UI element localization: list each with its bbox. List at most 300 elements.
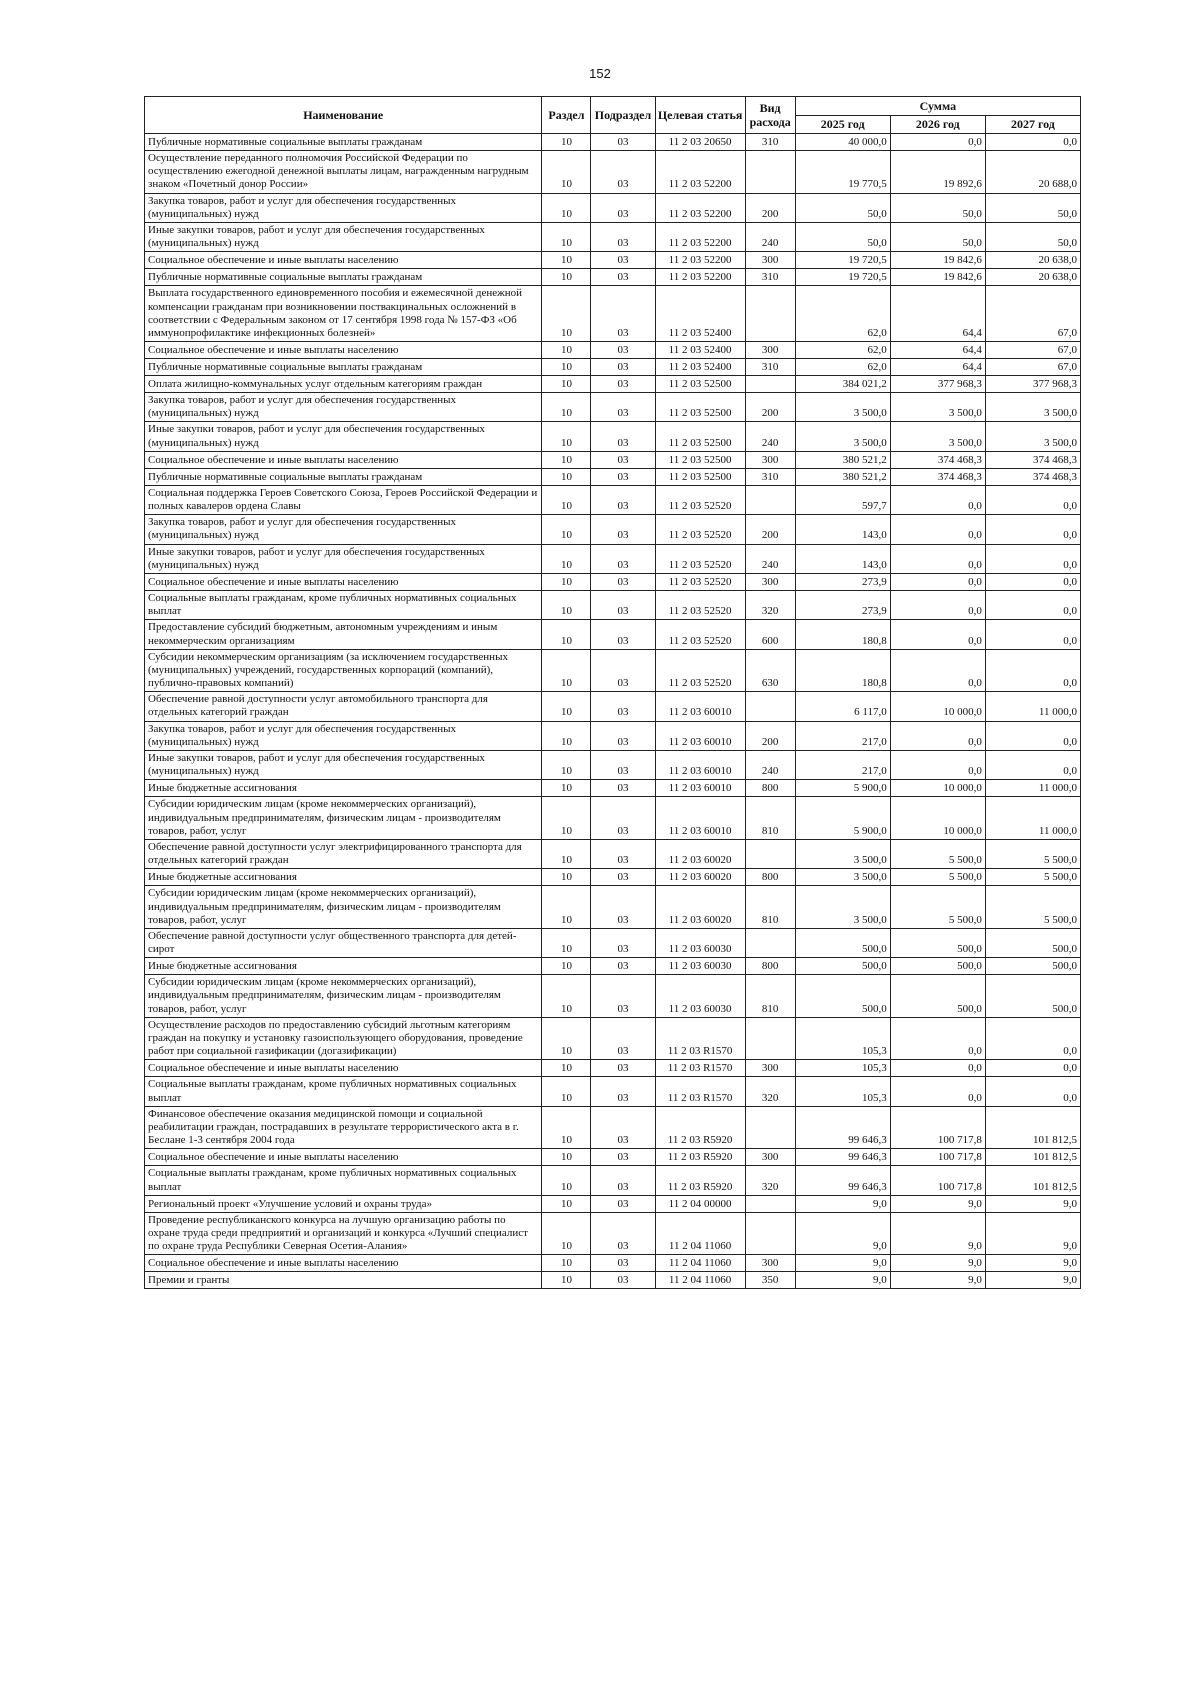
cell-subsection: 03 [591, 515, 655, 544]
cell-name: Осуществление переданного полномочия Российской Федерации по осуществлению ежегодной денежной выплаты лицам, награжденным нагрудным знаком «Почетный донор России» [145, 151, 542, 194]
cell-kind [745, 485, 795, 514]
cell-subsection: 03 [591, 1106, 655, 1149]
cell-sum-2025: 50,0 [795, 222, 890, 251]
cell-target: 11 2 03 52400 [655, 359, 745, 376]
cell-name: Иные закупки товаров, работ и услуг для обеспечения государственных (муниципальных) нужд [145, 751, 542, 780]
table-row [145, 975, 1081, 1018]
cell-sum-2027: 67,0 [985, 342, 1080, 359]
cell-kind: 300 [745, 1060, 795, 1077]
cell-sum-2027: 20 688,0 [985, 151, 1080, 194]
cell-subsection: 03 [591, 751, 655, 780]
table-body [145, 134, 1081, 1289]
cell-sum-2027: 0,0 [985, 1060, 1080, 1077]
table-row [145, 839, 1081, 868]
cell-sum-2027: 9,0 [985, 1212, 1080, 1255]
header-year-2027: 2027 год [985, 116, 1080, 134]
cell-subsection: 03 [591, 269, 655, 286]
table-row [145, 451, 1081, 468]
cell-kind: 310 [745, 269, 795, 286]
cell-sum-2025: 143,0 [795, 544, 890, 573]
cell-sum-2027: 0,0 [985, 485, 1080, 514]
table-row [145, 1060, 1081, 1077]
cell-subsection: 03 [591, 649, 655, 692]
cell-name: Публичные нормативные социальные выплаты гражданам [145, 269, 542, 286]
cell-sum-2026: 50,0 [890, 193, 985, 222]
cell-target: 11 2 03 52500 [655, 422, 745, 451]
cell-target: 11 2 03 R1570 [655, 1077, 745, 1106]
cell-name: Иные закупки товаров, работ и услуг для обеспечения государственных (муниципальных) нужд [145, 222, 542, 251]
cell-sum-2026: 374 468,3 [890, 468, 985, 485]
cell-sum-2025: 597,7 [795, 485, 890, 514]
cell-sum-2025: 380 521,2 [795, 468, 890, 485]
page-number: 152 [589, 66, 611, 81]
cell-kind: 300 [745, 573, 795, 590]
cell-sum-2025: 5 900,0 [795, 780, 890, 797]
table-row [145, 1077, 1081, 1106]
table-row [145, 780, 1081, 797]
table-row [145, 797, 1081, 840]
cell-sum-2026: 9,0 [890, 1212, 985, 1255]
cell-kind: 300 [745, 1149, 795, 1166]
cell-subsection: 03 [591, 780, 655, 797]
cell-kind: 310 [745, 359, 795, 376]
cell-name: Социальные выплаты гражданам, кроме публичных нормативных социальных выплат [145, 590, 542, 619]
cell-subsection: 03 [591, 869, 655, 886]
table-row [145, 886, 1081, 929]
table-row [145, 573, 1081, 590]
cell-kind: 300 [745, 451, 795, 468]
table-row [145, 252, 1081, 269]
cell-kind: 320 [745, 1077, 795, 1106]
header-target: Целевая статья [655, 97, 745, 134]
cell-sum-2026: 5 500,0 [890, 869, 985, 886]
cell-sum-2026: 10 000,0 [890, 797, 985, 840]
cell-section: 10 [542, 1077, 591, 1106]
cell-subsection: 03 [591, 252, 655, 269]
cell-sum-2027: 50,0 [985, 193, 1080, 222]
cell-target: 11 2 03 60030 [655, 958, 745, 975]
cell-sum-2026: 10 000,0 [890, 692, 985, 721]
cell-sum-2025: 217,0 [795, 751, 890, 780]
cell-sum-2026: 9,0 [890, 1272, 985, 1289]
cell-sum-2027: 377 968,3 [985, 376, 1080, 393]
cell-target: 11 2 03 52200 [655, 222, 745, 251]
cell-sum-2025: 273,9 [795, 573, 890, 590]
table-row [145, 1106, 1081, 1149]
cell-sum-2027: 500,0 [985, 958, 1080, 975]
cell-target: 11 2 03 52400 [655, 342, 745, 359]
cell-sum-2027: 374 468,3 [985, 451, 1080, 468]
cell-target: 11 2 03 60010 [655, 797, 745, 840]
cell-sum-2026: 0,0 [890, 515, 985, 544]
cell-kind: 300 [745, 252, 795, 269]
cell-sum-2027: 101 812,5 [985, 1149, 1080, 1166]
cell-target: 11 2 03 60020 [655, 839, 745, 868]
cell-target: 11 2 03 52520 [655, 649, 745, 692]
table-row [145, 515, 1081, 544]
cell-name: Иные бюджетные ассигнования [145, 869, 542, 886]
cell-section: 10 [542, 620, 591, 649]
cell-kind: 300 [745, 1255, 795, 1272]
cell-sum-2026: 0,0 [890, 620, 985, 649]
cell-section: 10 [542, 222, 591, 251]
cell-section: 10 [542, 286, 591, 342]
cell-sum-2027: 0,0 [985, 1077, 1080, 1106]
cell-target: 11 2 03 52500 [655, 393, 745, 422]
cell-sum-2026: 500,0 [890, 928, 985, 957]
cell-sum-2027: 67,0 [985, 286, 1080, 342]
cell-section: 10 [542, 342, 591, 359]
cell-sum-2026: 0,0 [890, 134, 985, 151]
cell-sum-2027: 67,0 [985, 359, 1080, 376]
cell-sum-2027: 20 638,0 [985, 269, 1080, 286]
cell-sum-2025: 62,0 [795, 286, 890, 342]
cell-sum-2025: 500,0 [795, 928, 890, 957]
cell-sum-2026: 0,0 [890, 1017, 985, 1060]
cell-kind [745, 928, 795, 957]
cell-subsection: 03 [591, 692, 655, 721]
cell-kind: 310 [745, 468, 795, 485]
cell-kind: 320 [745, 590, 795, 619]
cell-subsection: 03 [591, 544, 655, 573]
table-row [145, 590, 1081, 619]
cell-sum-2026: 3 500,0 [890, 422, 985, 451]
cell-sum-2026: 0,0 [890, 751, 985, 780]
cell-kind: 800 [745, 780, 795, 797]
cell-subsection: 03 [591, 1060, 655, 1077]
cell-sum-2025: 180,8 [795, 649, 890, 692]
cell-name: Иные бюджетные ассигнования [145, 780, 542, 797]
cell-subsection: 03 [591, 422, 655, 451]
table-row [145, 649, 1081, 692]
cell-name: Публичные нормативные социальные выплаты гражданам [145, 468, 542, 485]
cell-section: 10 [542, 193, 591, 222]
cell-sum-2025: 40 000,0 [795, 134, 890, 151]
table-row [145, 869, 1081, 886]
cell-name: Социальные выплаты гражданам, кроме публичных нормативных социальных выплат [145, 1166, 542, 1195]
cell-kind: 200 [745, 393, 795, 422]
cell-section: 10 [542, 1272, 591, 1289]
cell-sum-2025: 19 720,5 [795, 269, 890, 286]
cell-section: 10 [542, 1060, 591, 1077]
cell-sum-2025: 3 500,0 [795, 393, 890, 422]
cell-kind [745, 376, 795, 393]
cell-subsection: 03 [591, 151, 655, 194]
cell-sum-2026: 19 842,6 [890, 252, 985, 269]
cell-sum-2027: 50,0 [985, 222, 1080, 251]
cell-section: 10 [542, 780, 591, 797]
cell-section: 10 [542, 422, 591, 451]
cell-name: Социальная поддержка Героев Советского Союза, Героев Российской Федерации и полных кавалеров ордена Славы [145, 485, 542, 514]
cell-section: 10 [542, 797, 591, 840]
cell-subsection: 03 [591, 485, 655, 514]
cell-sum-2025: 3 500,0 [795, 869, 890, 886]
cell-kind [745, 151, 795, 194]
cell-sum-2027: 374 468,3 [985, 468, 1080, 485]
cell-target: 11 2 04 11060 [655, 1255, 745, 1272]
cell-name: Социальное обеспечение и иные выплаты населению [145, 451, 542, 468]
cell-name: Проведение республиканского конкурса на лучшую организацию работы по охране труда среди предприятий и организаций и конкурса «Лучший специалист по охране труда Республики Северная Осетия-Алания» [145, 1212, 542, 1255]
cell-name: Предоставление субсидий бюджетным, автономным учреждениям и иным некоммерческим организациям [145, 620, 542, 649]
cell-target: 11 2 04 11060 [655, 1212, 745, 1255]
cell-name: Финансовое обеспечение оказания медицинской помощи и социальной реабилитации граждан, пострадавших в результате террористического акта в г. Беслане 1-3 сентября 2004 года [145, 1106, 542, 1149]
cell-subsection: 03 [591, 1149, 655, 1166]
cell-sum-2025: 143,0 [795, 515, 890, 544]
cell-sum-2027: 5 500,0 [985, 869, 1080, 886]
table-row [145, 151, 1081, 194]
cell-target: 11 2 04 00000 [655, 1195, 745, 1212]
cell-section: 10 [542, 269, 591, 286]
cell-target: 11 2 03 52520 [655, 544, 745, 573]
cell-target: 11 2 03 60030 [655, 975, 745, 1018]
cell-kind [745, 839, 795, 868]
table-row [145, 422, 1081, 451]
cell-sum-2025: 3 500,0 [795, 422, 890, 451]
table-row [145, 1017, 1081, 1060]
table-row [145, 1149, 1081, 1166]
cell-subsection: 03 [591, 721, 655, 750]
cell-sum-2027: 0,0 [985, 649, 1080, 692]
cell-sum-2025: 9,0 [795, 1212, 890, 1255]
cell-sum-2026: 19 892,6 [890, 151, 985, 194]
cell-sum-2025: 99 646,3 [795, 1106, 890, 1149]
table-row [145, 1212, 1081, 1255]
cell-section: 10 [542, 359, 591, 376]
cell-name: Иные бюджетные ассигнования [145, 958, 542, 975]
cell-subsection: 03 [591, 886, 655, 929]
cell-kind: 810 [745, 797, 795, 840]
cell-subsection: 03 [591, 286, 655, 342]
cell-section: 10 [542, 928, 591, 957]
cell-sum-2026: 50,0 [890, 222, 985, 251]
cell-name: Публичные нормативные социальные выплаты гражданам [145, 359, 542, 376]
cell-subsection: 03 [591, 590, 655, 619]
cell-sum-2027: 0,0 [985, 1017, 1080, 1060]
cell-target: 11 2 03 60010 [655, 692, 745, 721]
cell-subsection: 03 [591, 1166, 655, 1195]
cell-sum-2026: 0,0 [890, 590, 985, 619]
cell-name: Социальное обеспечение и иные выплаты населению [145, 573, 542, 590]
cell-subsection: 03 [591, 468, 655, 485]
cell-subsection: 03 [591, 958, 655, 975]
cell-sum-2026: 100 717,8 [890, 1149, 985, 1166]
cell-sum-2025: 3 500,0 [795, 886, 890, 929]
cell-target: 11 2 03 R1570 [655, 1060, 745, 1077]
cell-target: 11 2 03 52520 [655, 515, 745, 544]
cell-section: 10 [542, 468, 591, 485]
cell-section: 10 [542, 376, 591, 393]
cell-sum-2027: 11 000,0 [985, 692, 1080, 721]
cell-sum-2027: 9,0 [985, 1255, 1080, 1272]
cell-subsection: 03 [591, 1272, 655, 1289]
table-row [145, 692, 1081, 721]
cell-section: 10 [542, 1149, 591, 1166]
cell-target: 11 2 03 60030 [655, 928, 745, 957]
cell-section: 10 [542, 1255, 591, 1272]
cell-sum-2025: 62,0 [795, 359, 890, 376]
cell-sum-2025: 500,0 [795, 958, 890, 975]
cell-kind: 630 [745, 649, 795, 692]
cell-sum-2025: 105,3 [795, 1060, 890, 1077]
cell-sum-2026: 64,4 [890, 359, 985, 376]
cell-sum-2027: 0,0 [985, 721, 1080, 750]
cell-subsection: 03 [591, 393, 655, 422]
cell-kind: 300 [745, 342, 795, 359]
table-row [145, 376, 1081, 393]
cell-sum-2027: 0,0 [985, 134, 1080, 151]
cell-subsection: 03 [591, 342, 655, 359]
cell-target: 11 2 03 52500 [655, 468, 745, 485]
cell-name: Иные закупки товаров, работ и услуг для обеспечения государственных (муниципальных) нужд [145, 544, 542, 573]
cell-section: 10 [542, 839, 591, 868]
cell-name: Социальное обеспечение и иные выплаты населению [145, 1060, 542, 1077]
cell-sum-2025: 9,0 [795, 1272, 890, 1289]
cell-name: Социальные выплаты гражданам, кроме публичных нормативных социальных выплат [145, 1077, 542, 1106]
cell-subsection: 03 [591, 1195, 655, 1212]
cell-sum-2027: 0,0 [985, 751, 1080, 780]
cell-section: 10 [542, 1212, 591, 1255]
cell-section: 10 [542, 751, 591, 780]
cell-section: 10 [542, 544, 591, 573]
cell-sum-2027: 101 812,5 [985, 1166, 1080, 1195]
cell-sum-2027: 500,0 [985, 975, 1080, 1018]
cell-sum-2025: 273,9 [795, 590, 890, 619]
cell-target: 11 2 03 R1570 [655, 1017, 745, 1060]
cell-target: 11 2 03 60010 [655, 751, 745, 780]
cell-name: Обеспечение равной доступности услуг автомобильного транспорта для отдельных категорий граждан [145, 692, 542, 721]
cell-section: 10 [542, 134, 591, 151]
cell-name: Закупка товаров, работ и услуг для обеспечения государственных (муниципальных) нужд [145, 515, 542, 544]
cell-sum-2026: 9,0 [890, 1195, 985, 1212]
cell-kind: 600 [745, 620, 795, 649]
cell-sum-2027: 0,0 [985, 573, 1080, 590]
cell-sum-2027: 9,0 [985, 1195, 1080, 1212]
table-row [145, 342, 1081, 359]
table-row [145, 1166, 1081, 1195]
cell-sum-2026: 64,4 [890, 286, 985, 342]
table-row [145, 269, 1081, 286]
cell-target: 11 2 03 60020 [655, 886, 745, 929]
cell-subsection: 03 [591, 376, 655, 393]
table-row [145, 1195, 1081, 1212]
cell-sum-2025: 105,3 [795, 1077, 890, 1106]
cell-subsection: 03 [591, 975, 655, 1018]
cell-kind: 800 [745, 958, 795, 975]
cell-sum-2025: 180,8 [795, 620, 890, 649]
cell-sum-2027: 5 500,0 [985, 886, 1080, 929]
cell-sum-2025: 217,0 [795, 721, 890, 750]
cell-target: 11 2 03 R5920 [655, 1106, 745, 1149]
cell-section: 10 [542, 1017, 591, 1060]
cell-sum-2027: 20 638,0 [985, 252, 1080, 269]
cell-name: Закупка товаров, работ и услуг для обеспечения государственных (муниципальных) нужд [145, 721, 542, 750]
cell-sum-2025: 105,3 [795, 1017, 890, 1060]
cell-subsection: 03 [591, 134, 655, 151]
cell-kind [745, 1106, 795, 1149]
cell-kind: 240 [745, 544, 795, 573]
cell-name: Закупка товаров, работ и услуг для обеспечения государственных (муниципальных) нужд [145, 193, 542, 222]
header-kind: Вид расхода [745, 97, 795, 134]
cell-sum-2027: 11 000,0 [985, 797, 1080, 840]
cell-sum-2025: 19 770,5 [795, 151, 890, 194]
cell-section: 10 [542, 1106, 591, 1149]
cell-sum-2025: 50,0 [795, 193, 890, 222]
cell-name: Выплата государственного единовременного пособия и ежемесячной денежной компенсации гражданам при возникновении поствакцинальных осложнений в соответствии с Федеральным законом от 17 сентября 1998 года № 157-ФЗ «Об иммунопрофилактике инфекционных болезней» [145, 286, 542, 342]
cell-subsection: 03 [591, 222, 655, 251]
cell-sum-2027: 3 500,0 [985, 393, 1080, 422]
cell-name: Осуществление расходов по предоставлению субсидий льготным категориям граждан на покупку и установку газоиспользующего оборудования, проведение работ при социальной газификации (догазификации) [145, 1017, 542, 1060]
cell-sum-2026: 5 500,0 [890, 839, 985, 868]
table-row [145, 721, 1081, 750]
cell-section: 10 [542, 649, 591, 692]
cell-sum-2025: 19 720,5 [795, 252, 890, 269]
cell-target: 11 2 03 52520 [655, 620, 745, 649]
cell-sum-2025: 5 900,0 [795, 797, 890, 840]
cell-sum-2026: 0,0 [890, 573, 985, 590]
cell-target: 11 2 03 52200 [655, 252, 745, 269]
cell-sum-2025: 62,0 [795, 342, 890, 359]
cell-name: Закупка товаров, работ и услуг для обеспечения государственных (муниципальных) нужд [145, 393, 542, 422]
cell-kind: 200 [745, 515, 795, 544]
cell-kind: 800 [745, 869, 795, 886]
cell-section: 10 [542, 975, 591, 1018]
cell-subsection: 03 [591, 839, 655, 868]
cell-sum-2026: 5 500,0 [890, 886, 985, 929]
cell-kind: 320 [745, 1166, 795, 1195]
cell-section: 10 [542, 958, 591, 975]
cell-sum-2025: 9,0 [795, 1195, 890, 1212]
cell-sum-2027: 5 500,0 [985, 839, 1080, 868]
table-row [145, 134, 1081, 151]
cell-kind [745, 692, 795, 721]
cell-subsection: 03 [591, 1255, 655, 1272]
budget-table [144, 96, 1081, 1289]
cell-sum-2026: 0,0 [890, 1060, 985, 1077]
cell-sum-2027: 500,0 [985, 928, 1080, 957]
header-year-2025: 2025 год [795, 116, 890, 134]
cell-name: Социальное обеспечение и иные выплаты населению [145, 1149, 542, 1166]
cell-sum-2026: 64,4 [890, 342, 985, 359]
cell-name: Субсидии юридическим лицам (кроме некоммерческих организаций), индивидуальным предпринимателям, физическим лицам - производителям товаров, работ, услуг [145, 797, 542, 840]
table-row [145, 620, 1081, 649]
cell-target: 11 2 03 R5920 [655, 1166, 745, 1195]
cell-sum-2026: 100 717,8 [890, 1106, 985, 1149]
cell-subsection: 03 [591, 797, 655, 840]
cell-target: 11 2 03 60010 [655, 780, 745, 797]
cell-target: 11 2 03 52520 [655, 590, 745, 619]
cell-subsection: 03 [591, 1017, 655, 1060]
cell-sum-2025: 99 646,3 [795, 1149, 890, 1166]
cell-subsection: 03 [591, 620, 655, 649]
cell-sum-2026: 19 842,6 [890, 269, 985, 286]
cell-sum-2025: 9,0 [795, 1255, 890, 1272]
cell-name: Обеспечение равной доступности услуг электрифицированного транспорта для отдельных категорий граждан [145, 839, 542, 868]
cell-target: 11 2 03 60010 [655, 721, 745, 750]
cell-name: Оплата жилищно-коммунальных услуг отдельным категориям граждан [145, 376, 542, 393]
header-subsection: Подраздел [591, 97, 655, 134]
cell-target: 11 2 03 52400 [655, 286, 745, 342]
cell-subsection: 03 [591, 573, 655, 590]
table-row [145, 359, 1081, 376]
table-row [145, 544, 1081, 573]
cell-sum-2026: 9,0 [890, 1255, 985, 1272]
cell-subsection: 03 [591, 451, 655, 468]
cell-kind: 310 [745, 134, 795, 151]
cell-section: 10 [542, 573, 591, 590]
cell-kind [745, 1195, 795, 1212]
cell-sum-2026: 374 468,3 [890, 451, 985, 468]
cell-sum-2026: 0,0 [890, 485, 985, 514]
